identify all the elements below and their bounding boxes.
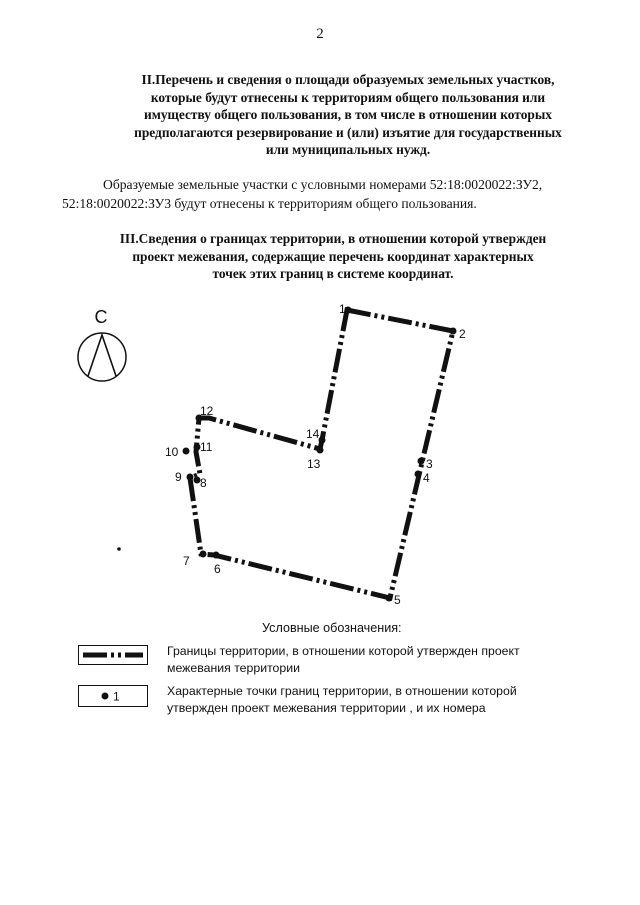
point-label: 5 (394, 593, 401, 607)
section-2-title-line: или муниципальных нужд. (265, 142, 431, 157)
point-label: 13 (307, 457, 321, 471)
point-label: 7 (183, 554, 190, 568)
point-marker (450, 328, 457, 335)
boundary-line-symbol (78, 645, 148, 665)
point-marker (418, 458, 425, 465)
paragraph-line: Образуемые земельные участки с условными номерами 52:18:0020022:ЗУ2, (103, 177, 543, 192)
point-label: 12 (200, 404, 214, 418)
characteristic-point-symbol (78, 685, 148, 707)
boundary-line (190, 310, 453, 598)
point-marker (319, 437, 326, 444)
boundary-line-sample (79, 646, 147, 664)
section-2-title-line: II.Перечень и сведения о площади образуемых земельных участков, (141, 72, 555, 87)
legend-item-points (167, 683, 572, 717)
legend-text-line: Характерные точки границ территории, в отношении которой (167, 684, 517, 698)
north-arrow-icon (78, 307, 126, 381)
point-labels (165, 302, 466, 607)
point-marker (183, 448, 190, 455)
section-2-title-line: имуществу общего пользования, в том числе в отношении которых (144, 107, 552, 122)
legend-text-line: межевания территории (167, 661, 300, 675)
legend-item-boundary (167, 643, 572, 677)
point-label: 10 (165, 445, 179, 459)
section-2-title-line: предполагаются резервирование и (или) изъятие для государственных (134, 124, 562, 140)
point-marker-sample (102, 693, 109, 700)
point-marker (200, 551, 207, 558)
point-label: 4 (423, 471, 430, 485)
point-marker (213, 552, 220, 559)
point-marker (317, 447, 324, 454)
section-2-title-line: которые будут отнесены к территориям общего пользования или (150, 89, 546, 105)
point-marker (187, 474, 194, 481)
legend-text-line: Границы территории, в отношении которой утвержден проект (167, 644, 520, 658)
north-letter: С (94, 307, 108, 327)
point-label: 2 (459, 327, 466, 341)
point-marker (386, 595, 393, 602)
page-number: 2 (316, 26, 324, 42)
section-3-title-line: точек этих границ в системе координат. (212, 266, 454, 281)
point-label: 6 (214, 562, 221, 576)
legend-text-line: утвержден проект межевания территории , и их номера (167, 701, 486, 715)
point-label: 14 (306, 427, 320, 441)
legend-title: Условные обозначения: (262, 621, 402, 635)
stray-mark (117, 547, 121, 551)
point-marker (415, 471, 422, 478)
point-label: 1 (339, 302, 346, 316)
legend-sample-label: 1 (113, 689, 120, 704)
point-label: 8 (200, 476, 207, 490)
point-label: 9 (175, 470, 182, 484)
paragraph-line: 52:18:0020022:ЗУ3 будут отнесены к территориям общего пользования. (62, 196, 477, 211)
section-3-title-line: проект межевания, содержащие перечень координат характерных (132, 248, 534, 264)
point-label: 3 (426, 457, 433, 471)
section-3-title-line: III.Сведения о границах территории, в отношении которой утвержден (119, 231, 547, 246)
point-label: 11 (200, 440, 213, 454)
